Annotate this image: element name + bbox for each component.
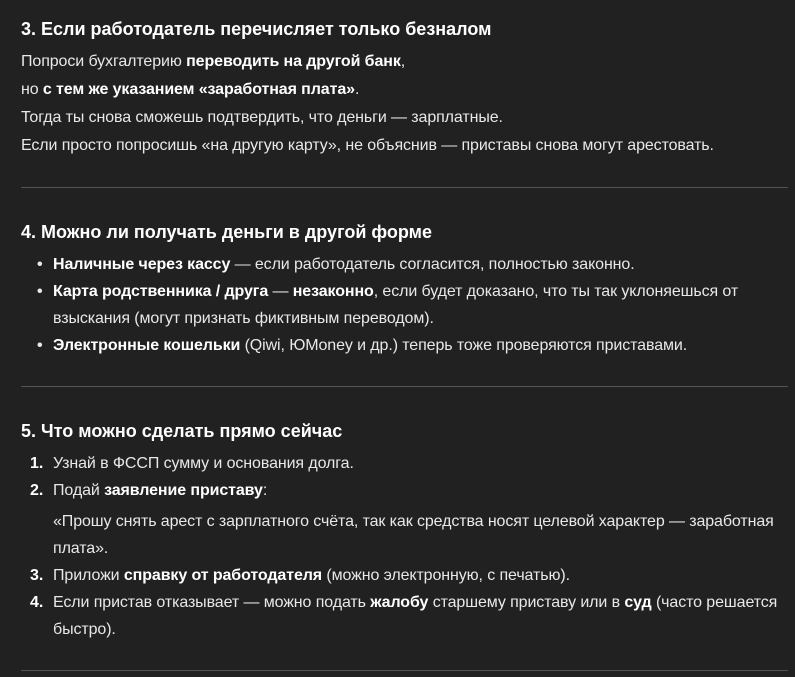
- paragraph-line: Если просто попросишь «на другую карту», не объяснив — приставы снова могут арестовать.: [21, 137, 714, 154]
- numbered-list: [21, 450, 788, 643]
- bullet-list: [21, 251, 788, 359]
- section-divider: [21, 187, 788, 188]
- paragraph: [21, 48, 788, 160]
- list-item: [53, 477, 788, 562]
- step-text: Подай заявление приставу:: [53, 482, 268, 499]
- paragraph-line: Попроси бухгалтерию переводить на другой банк,: [21, 53, 406, 70]
- section-divider: [21, 386, 788, 387]
- list-item: Если пристав отказывает — можно подать жалобу старшему приставу или в суд (часто решается быстро).: [53, 594, 778, 638]
- list-item: Узнай в ФССП сумму и основания долга.: [53, 455, 354, 472]
- list-item: Приложи справку от работодателя (можно электронную, с печатью).: [53, 567, 570, 584]
- list-item: • Электронные кошельки (Qiwi, ЮMoney и др.) теперь тоже проверяются приставами.: [53, 332, 788, 359]
- paragraph-line: Тогда ты снова сможешь подтвердить, что деньги — зарплатные.: [21, 109, 503, 126]
- paragraph-line: но с тем же указанием «заработная плата».: [21, 81, 360, 98]
- list-item: • Наличные через кассу — если работодатель согласится, полностью законно.: [53, 251, 788, 278]
- list-item: • Карта родственника / друга — незаконно, если будет доказано, что ты так уклоняешься от взыскания (могут признать фиктивным переводом).: [53, 278, 788, 332]
- section-cashless-only: [21, 16, 788, 160]
- section-heading: 3. Если работодатель перечисляет только безналом: [21, 19, 492, 39]
- section-heading: 4. Можно ли получать деньги в другой форме: [21, 222, 432, 242]
- section-divider: [21, 670, 788, 671]
- section-heading: 5. Что можно сделать прямо сейчас: [21, 421, 343, 441]
- section-other-forms: [21, 219, 788, 359]
- section-actions-now: [21, 418, 788, 643]
- step-quote: «Прошу снять арест с зарплатного счёта, так как средства носят целевой характер — заработная плата».: [53, 513, 774, 557]
